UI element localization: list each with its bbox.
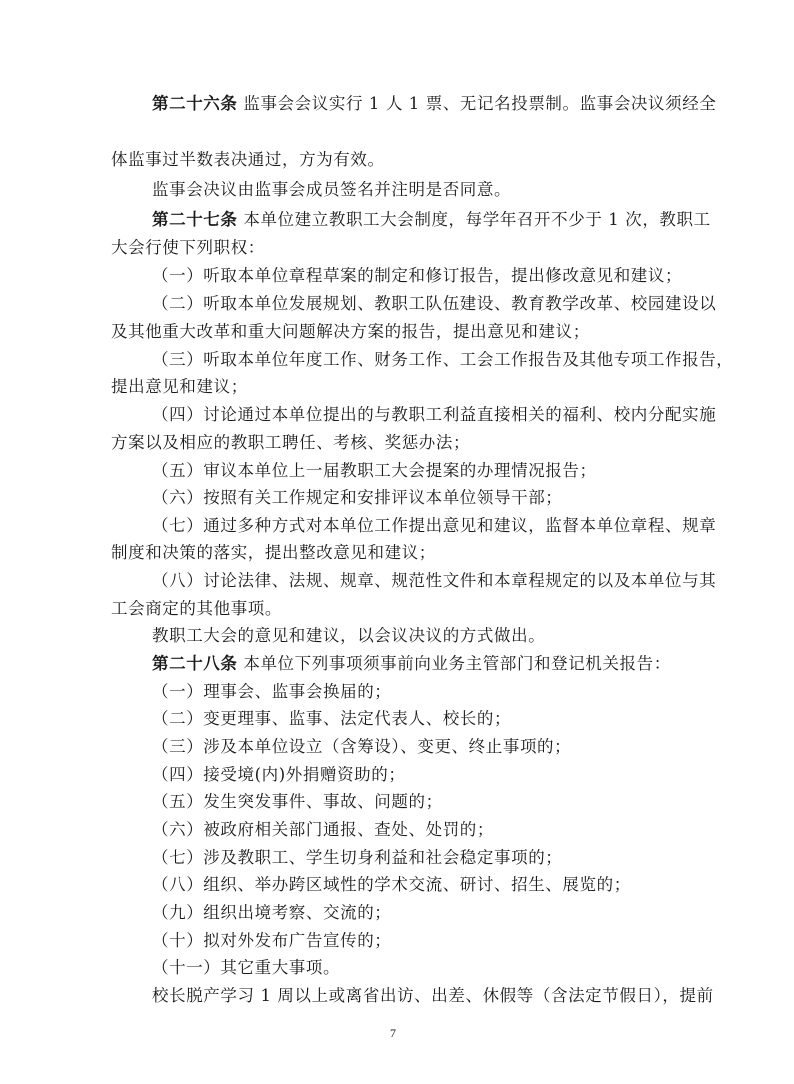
list-item: （一）理事会、监事会换届的； [152,682,392,701]
article-28-item-1 [152,682,391,702]
list-item: （三）涉及本单位设立（含筹设）、变更、终止事项的； [152,737,572,756]
article-26-line-1 [152,94,716,114]
paragraph-text: 校长脱产学习 1 周以上或离省出访、出差、休假等（含法定节假日），提前 [152,986,714,1005]
article-heading: 第二十七条 [152,210,238,229]
list-item: （五）发生突发事件、事故、问题的； [152,792,443,811]
list-item: 制度和决策的落实，提出整改意见和建议； [111,543,436,562]
article-27-closing [152,626,545,646]
paragraph-text: 大会行使下列职权： [111,238,265,257]
article-27-item-1 [152,266,682,286]
paragraph-text: 本单位下列事项须事前向业务主管部门和登记机关报告： [237,654,671,673]
list-item: （十）拟对外发布广告宣传的； [152,931,392,950]
article-28-item-7 [152,848,562,868]
article-28-item-9 [152,903,391,923]
article-27-line-2 [111,238,265,258]
article-28-item-3 [152,737,571,757]
article-heading: 第二十八条 [152,654,238,673]
list-item: （五）审议本单位上一届教职工大会提案的办理情况报告； [152,461,597,480]
list-item: （二）听取本单位发展规划、教职工队伍建设、教育教学改革、校园建设以 [152,294,717,313]
list-item: 工会商定的其他事项。 [111,599,282,618]
list-item: （四）讨论通过本单位提出的与教职工利益直接相关的福利、校内分配实施 [152,405,717,424]
article-28-item-11 [152,958,340,978]
article-28-line-1 [152,654,671,674]
list-item: （二）变更理事、监事、法定代表人、校长的； [152,709,512,728]
list-item: （七）涉及教职工、学生切身利益和社会稳定事项的； [152,848,563,867]
article-27-item-7 [152,516,716,536]
article-28-item-10 [152,931,391,951]
page-number: 7 [390,1026,396,1040]
paragraph-text: 监事会会议实行 1 人 1 票、无记名投票制。监事会决议须经全 [237,94,717,113]
list-item: 方案以及相应的教职工聘任、考核、奖惩办法； [111,433,471,452]
article-27-item-3-cont [111,377,248,397]
article-27-item-6 [152,488,562,508]
article-27-line-1 [152,210,711,230]
article-27-item-8 [152,571,716,591]
article-27-item-8-cont [111,599,282,619]
article-heading: 第二十六条 [152,94,238,113]
article-27-item-4-cont [111,433,470,453]
article-28-item-4 [152,765,405,785]
list-item: （十一）其它重大事项。 [152,958,341,977]
list-item: （八）讨论法律、法规、规章、规范性文件和本章程规定的以及本单位与其 [152,571,717,590]
list-item: （六）按照有关工作规定和安排评议本单位领导干部； [152,488,563,507]
article-28-item-5 [152,792,443,812]
article-26-line-2 [111,150,385,170]
paragraph-text: 教职工大会的意见和建议，以会议决议的方式做出。 [152,626,546,645]
list-item: （六）被政府相关部门通报、查处、处罚的； [152,820,494,839]
article-26-line-3 [152,180,511,200]
paragraph-principal-leave [152,986,714,1006]
paragraph-text: 体监事过半数表决通过，方为有效。 [111,150,385,169]
article-27-item-4 [152,405,716,425]
list-item: （三）听取本单位年度工作、财务工作、工会工作报告及其他专项工作报告， [152,350,734,369]
article-28-item-2 [152,709,511,729]
article-27-item-2 [152,294,716,314]
article-27-item-5 [152,461,597,481]
paragraph-text: 本单位建立教职工大会制度，每学年召开不少于 1 次，教职工 [237,210,711,229]
article-27-item-7-cont [111,543,436,563]
list-item: （一）听取本单位章程草案的制定和修订报告，提出修改意见和建议； [152,266,683,285]
list-item: （八）组织、举办跨区域性的学术交流、研讨、招生、展览的； [152,875,631,894]
article-27-item-3 [152,350,733,370]
list-item: 及其他重大改革和重大问题解决方案的报告，提出意见和建议； [111,322,590,341]
list-item: （四）接受境(内)外捐赠资助的； [152,765,406,784]
list-item: （七）通过多种方式对本单位工作提出意见和建议，监督本单位章程、规章 [152,516,717,535]
article-28-item-8 [152,875,631,895]
article-27-item-2-cont [111,322,590,342]
list-item: （九）组织出境考察、交流的； [152,903,392,922]
article-28-item-6 [152,820,494,840]
paragraph-text: 监事会决议由监事会成员签名并注明是否同意。 [152,180,512,199]
list-item: 提出意见和建议； [111,377,248,396]
